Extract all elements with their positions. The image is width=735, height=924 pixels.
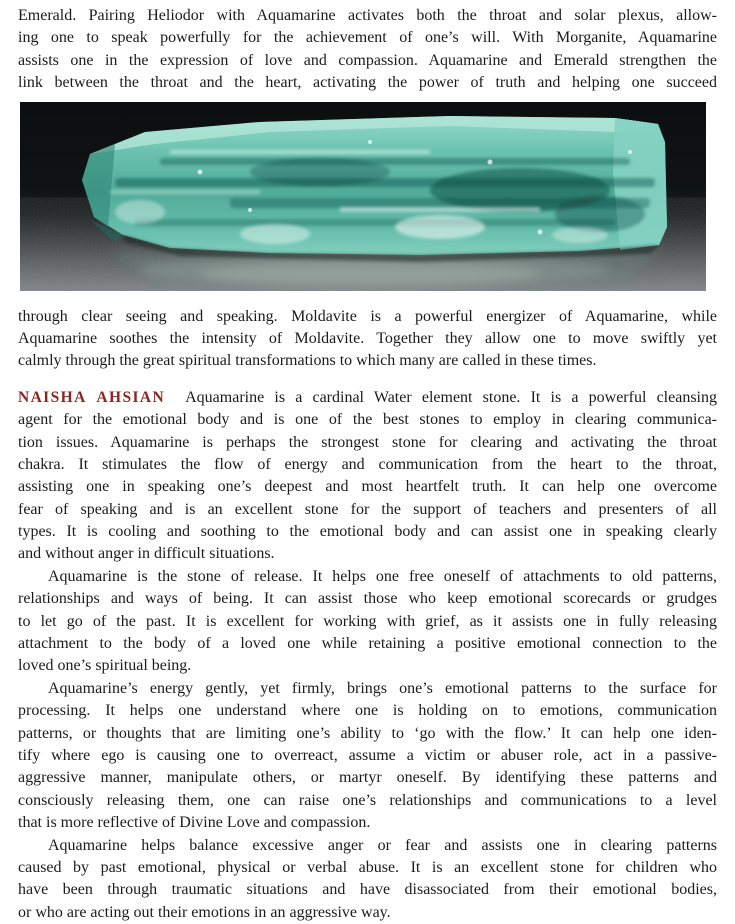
naisha-ahsian-section <box>18 387 717 566</box>
text-line: chakra. It stimulates the flow of energy and communication from the heart to the throat, <box>18 455 717 473</box>
text-line: agent for the emotional body and is one of the best stones to employ in clearing communica- <box>18 411 717 429</box>
text-line: aggressive manner, manipulate others, or martyr oneself. By identifying these patterns and <box>18 769 717 787</box>
text-line: have been through traumatic situations and have disassociated from their emotional bodies, <box>18 881 717 899</box>
text-line: Aquamarine helps balance excessive anger or fear and assists one in clearing patterns <box>48 836 717 854</box>
text-line: assists one in the expression of love and compassion. Aquamarine and Emerald strengthen the <box>18 51 717 69</box>
text-line: patterns, or thoughts that are limiting one’s ability to ‘go with the flow.’ It can help one iden- <box>18 724 717 742</box>
text-line: tion issues. Aquamarine is perhaps the strongest stone for clearing and activating the throat <box>18 433 717 451</box>
text-line: link between the throat and the heart, activating the power of truth and helping one succeed <box>18 74 717 92</box>
text-line: Aquamarine soothes the intensity of Moldavite. Together they allow one to move swiftly yet <box>18 329 717 347</box>
text-line: attachment to the body of a loved one while retaining a positive emotional connection to the <box>18 635 717 653</box>
section-author-heading: NAISHA AHSIAN <box>18 388 166 406</box>
paragraph-stone-of-release <box>18 566 717 678</box>
text-line: consciously releasing them, one can raise one’s relationships and communications to a level <box>18 791 717 809</box>
text-line: assisting one in speaking one’s deepest and most heartfelt truth. It can help one overcome <box>18 478 717 496</box>
text-line: to let go of the past. It is excellent for working with grief, as it assists one in fully releasing <box>18 612 717 630</box>
paragraph-emotional-patterns <box>18 678 717 835</box>
text-line: processing. It helps one understand where one is holding on to emotions, communication <box>18 702 717 720</box>
text-line: calmly through the great spiritual transformations to which many are called in these times. <box>18 352 597 370</box>
paragraph-balance-anger <box>18 835 717 924</box>
paragraph-moldavite-synergy <box>18 306 717 373</box>
text-line: relationships and ways of being. It can assist those who keep emotional scorecards or grudges <box>18 590 717 608</box>
aquamarine-crystal-illustration <box>20 102 706 291</box>
text-line: ing one to speak powerfully for the achievement of one’s will. With Morganite, Aquamarine <box>18 29 717 47</box>
text-line: that is more reflective of Divine Love and compassion. <box>18 814 371 832</box>
text-line: Aquamarine’s energy gently, yet firmly, brings one’s emotional patterns to the surface for <box>48 679 717 697</box>
text-line: NAISHA AHSIAN Aquamarine is a cardinal Water element stone. It is a powerful cleansing <box>18 388 717 406</box>
text-line: tify where ego is causing one to overreact, assume a victim or abuser role, act in a passive- <box>18 746 717 764</box>
paragraph-robert-simmons-continuation <box>18 5 717 95</box>
crystal <box>82 116 667 262</box>
text-line: caused by past emotional, physical or verbal abuse. It is an excellent stone for children who <box>18 858 717 876</box>
text-line: fear of speaking and is an excellent stone for the support of teachers and presenters of all <box>18 500 717 518</box>
aquamarine-crystal-photo <box>20 102 706 291</box>
text-line: and without anger in difficult situations. <box>18 545 275 563</box>
text-line: types. It is cooling and soothing to the emotional body and can assist one in speaking clearly <box>18 523 717 541</box>
text-line: loved one’s spiritual being. <box>18 657 192 675</box>
text-line: Aquamarine is the stone of release. It helps one free oneself of attachments to old patterns, <box>48 567 717 585</box>
text-line: Emerald. Pairing Heliodor with Aquamarine activates both the throat and solar plexus, allow- <box>18 7 717 24</box>
text-line: through clear seeing and speaking. Moldavite is a powerful energizer of Aquamarine, while <box>18 307 717 325</box>
text-line: or who are acting out their emotions in an aggressive way. <box>18 903 391 921</box>
